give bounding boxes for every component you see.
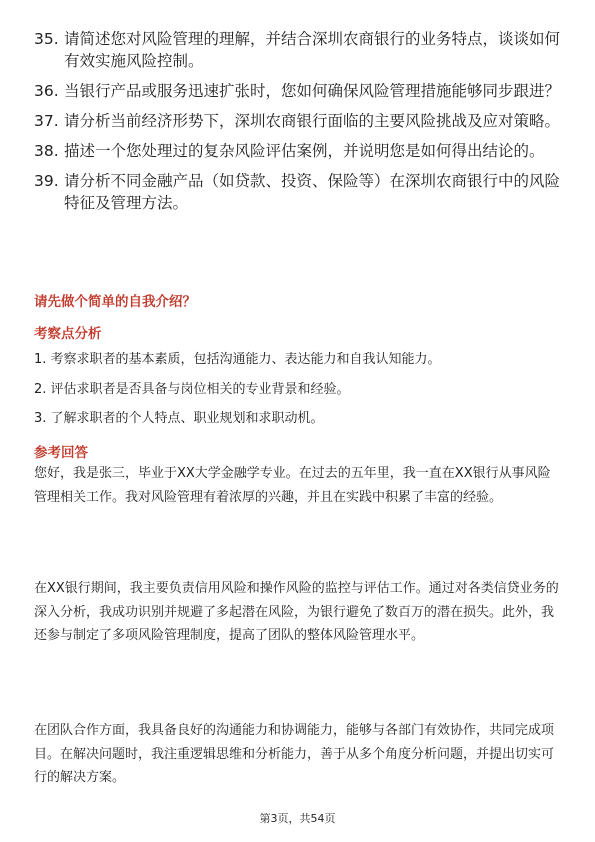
answer-paragraph: 在XX银行期间，我主要负责信用风险和操作风险的监控与评估工作。通过对各类信贷业务的深入分析，我成功识别并规避了多起潜在风险，为银行避免了数百万的潜在损失。此外，我还参与制定了多项风险管理制度，提高了团队的整体风险管理水平。 — [34, 581, 559, 643]
answer-heading: 参考回答 — [34, 445, 88, 461]
intro-question-heading: 请先做个简单的自我介绍？ — [34, 294, 196, 310]
question-number: 39. — [34, 172, 59, 190]
question-item — [34, 170, 564, 214]
answer-paragraph: 您好，我是张三，毕业于XX大学金融学专业。在过去的五年里，我一直在XX银行从事风险管理相关工作。我对风险管理有着浓厚的兴趣，并且在实践中积累了丰富的经验。 — [34, 466, 551, 505]
question-number: 36. — [34, 82, 59, 100]
question-number: 38. — [34, 142, 59, 160]
analysis-heading: 考察点分析 — [34, 326, 102, 342]
question-text: 请分析当前经济形势下，深圳农商银行面临的主要风险挑战及应对策略。 — [64, 112, 561, 130]
question-item — [34, 80, 564, 102]
question-text: 描述一个您处理过的复杂风险评估案例，并说明您是如何得出结论的。 — [64, 142, 545, 160]
question-text: 请简述您对风险管理的理解，并结合深圳农商银行的业务特点，谈谈如何有效实施风险控制。 — [64, 30, 561, 70]
question-number: 37. — [34, 112, 59, 130]
question-text: 当银行产品或服务迅速扩张时，您如何确保风险管理措施能够同步跟进？ — [64, 82, 561, 100]
analysis-item: 2. 评估求职者是否具备与岗位相关的专业背景和经验。 — [34, 382, 350, 397]
question-text: 请分析不同金融产品（如贷款、投资、保险等）在深圳农商银行中的风险特征及管理方法。 — [64, 172, 561, 212]
question-item — [34, 28, 564, 72]
question-item — [34, 110, 564, 132]
analysis-item: 1. 考察求职者的基本素质，包括沟通能力、表达能力和自我认知能力。 — [34, 352, 441, 367]
answer-paragraph: 在团队合作方面，我具备良好的沟通能力和协调能力，能够与各部门有效协作，共同完成项目。在解决问题时，我注重逻辑思维和分析能力，善于从多个角度分析问题，并提出切实可行的解决方案。 — [34, 723, 555, 785]
question-number: 35. — [34, 30, 59, 48]
analysis-item: 3. 了解求职者的个人特点、职业规划和求职动机。 — [34, 411, 324, 426]
question-item — [34, 140, 564, 162]
page-footer: 第3页，共54页 — [259, 812, 336, 825]
question-list — [34, 28, 564, 222]
